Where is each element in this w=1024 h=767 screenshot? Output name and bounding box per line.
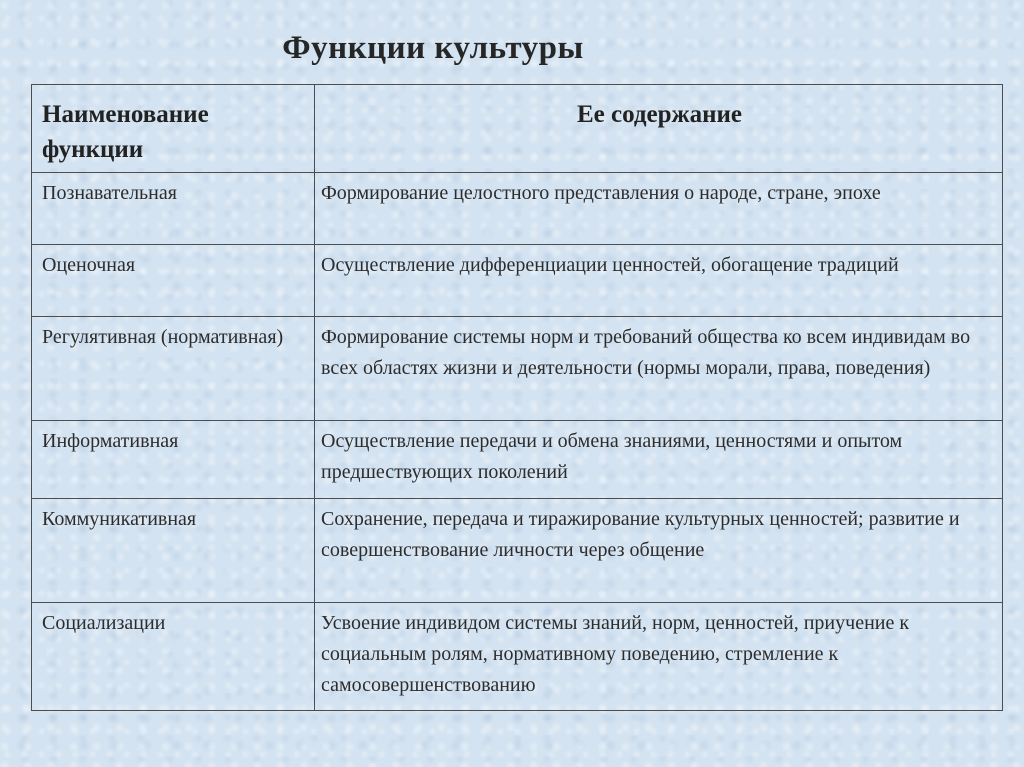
functions-table	[31, 84, 1003, 711]
table-row	[32, 245, 1003, 317]
function-content-cell: Сохранение, передача и тиражирование культурных ценностей; развитие и совершенствование личности через общение	[315, 499, 1003, 603]
function-name-cell: Коммуникативная	[32, 499, 315, 603]
table-row	[32, 173, 1003, 245]
function-name-cell: Социализации	[32, 603, 315, 711]
header-function-name: Наименование функции	[32, 85, 315, 173]
table-row	[32, 421, 1003, 499]
table-row	[32, 317, 1003, 421]
function-name-cell: Регулятивная (нормативная)	[32, 317, 315, 421]
function-content-cell: Усвоение индивидом системы знаний, норм, ценностей, приучение к социальным ролям, нормативному поведению, стремление к самосовершенствованию	[315, 603, 1003, 711]
page-title: Функции культуры	[282, 30, 584, 66]
table-row	[32, 499, 1003, 603]
function-content-cell: Формирование системы норм и требований общества ко всем индивидам во всех областях жизни и деятельности (нормы морали, права, поведения)	[315, 317, 1003, 421]
table-row	[32, 603, 1003, 711]
function-name-cell: Оценочная	[32, 245, 315, 317]
function-content-cell: Формирование целостного представления о народе, стране, эпохе	[315, 173, 1003, 245]
function-content-cell: Осуществление передачи и обмена знаниями, ценностями и опытом предшествующих поколений	[315, 421, 1003, 499]
function-name-cell: Информативная	[32, 421, 315, 499]
function-name-cell: Познавательная	[32, 173, 315, 245]
table-header-row	[32, 85, 1003, 173]
header-function-content: Ее содержание	[315, 85, 1003, 173]
function-content-cell: Осуществление дифференциации ценностей, обогащение традиций	[315, 245, 1003, 317]
